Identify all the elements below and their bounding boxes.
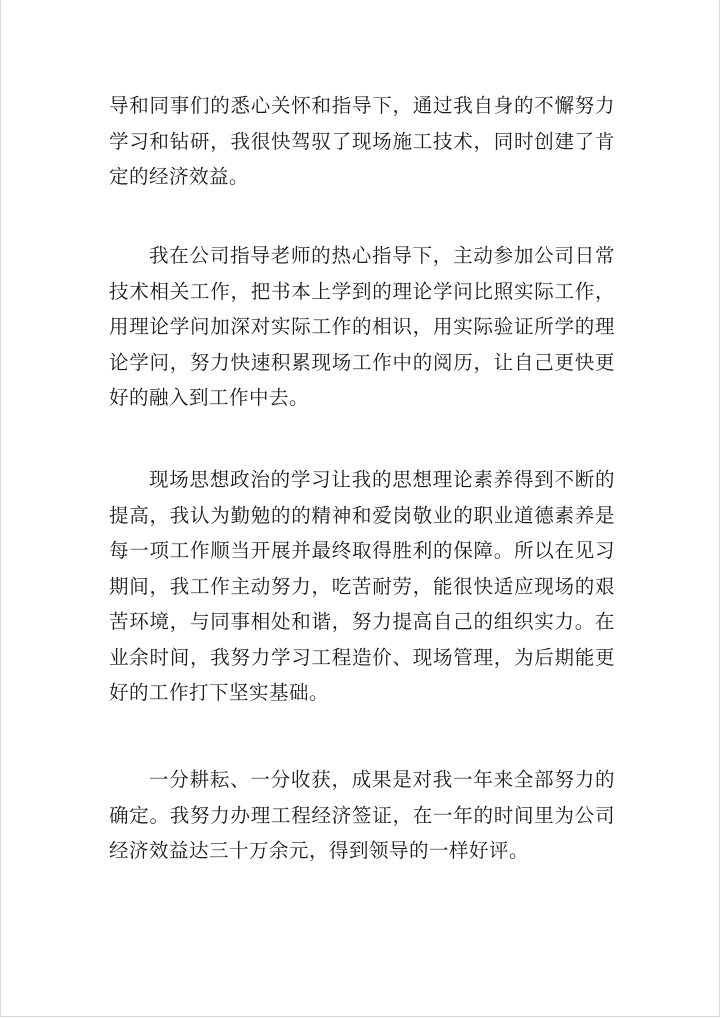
paragraph-achievements: 一分耕耘、一分收获，成果是对我一年来全部努力的确定。我努力办理工程经济签证，在一年的时间里为公司经济效益达三十万余元，得到领导的一样好评。 bbox=[109, 768, 615, 862]
paragraph-technical-work: 我在公司指导老师的热心指导下，主动参加公司日常技术相关工作，把书本上学到的理论学问比照实际工作，用理论学问加深对实际工作的相识，用实际验证所学的理论学问，努力快速积累现场工作中的阅历，让自己更快更好的融入到工作中去。 bbox=[109, 244, 615, 409]
paragraph-political-study: 现场思想政治的学习让我的思想理论素养得到不断的提高，我认为勤勉的的精神和爱岗敬业的职业道德素养是每一项工作顺当开展并最终取得胜利的保障。所以在见习期间，我工作主动努力，吃苦耐劳，能很快适应现场的艰苦环境，与同事相处和谐，努力提高自己的组织实力。在业余时间，我努力学习工程造价、现场管理，为后期能更好的工作打下坚实基础。 bbox=[109, 468, 615, 704]
paragraph-continuation: 导和同事们的悉心关怀和指导下，通过我自身的不懈努力学习和钻研，我很快驾驭了现场施工技术，同时创建了肯定的经济效益。 bbox=[109, 94, 615, 188]
